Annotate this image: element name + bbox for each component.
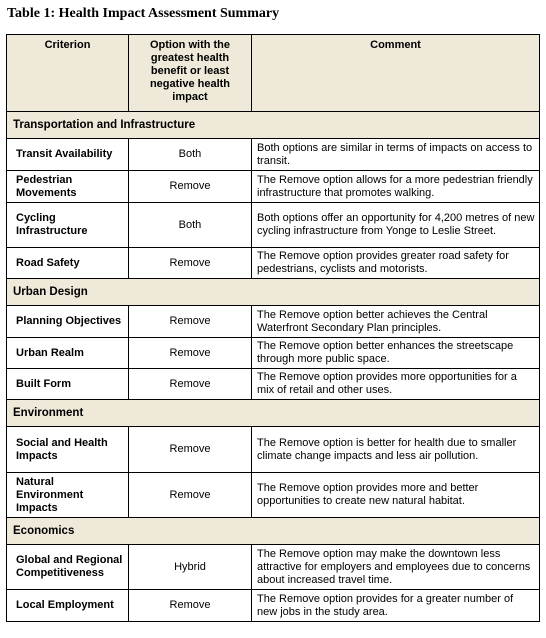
criterion-cell: Transit Availability <box>7 139 129 171</box>
section-title: Economics <box>7 518 540 545</box>
option-cell: Both <box>129 203 252 248</box>
comment-cell: Both options are similar in terms of impacts on access to transit. <box>252 139 540 171</box>
criterion-cell: Road Safety <box>7 248 129 279</box>
section-transportation <box>7 112 540 279</box>
table-row <box>7 545 540 590</box>
comment-cell: The Remove option provides greater road safety for pedestrians, cyclists and motorists. <box>252 248 540 279</box>
criterion-cell: Local Employment <box>7 590 129 622</box>
criterion-cell: Planning Objectives <box>7 306 129 338</box>
header-criterion: Criterion <box>7 35 129 112</box>
option-cell: Remove <box>129 590 252 622</box>
section-urban-design <box>7 279 540 400</box>
table-row <box>7 427 540 473</box>
comment-cell: The Remove option provides more and better opportunities to create new natural habitat. <box>252 473 540 518</box>
comment-cell: The Remove option better achieves the Central Waterfront Secondary Plan principles. <box>252 306 540 338</box>
section-row <box>7 279 540 306</box>
section-row <box>7 112 540 139</box>
section-row <box>7 518 540 545</box>
option-cell: Remove <box>129 427 252 473</box>
table-row <box>7 590 540 622</box>
criterion-cell: Built Form <box>7 369 129 400</box>
table-caption: Table 1: Health Impact Assessment Summary <box>7 6 280 21</box>
option-cell: Remove <box>129 369 252 400</box>
comment-cell: The Remove option provides for a greater number of new jobs in the study area. <box>252 590 540 622</box>
table-row <box>7 248 540 279</box>
table-row <box>7 171 540 203</box>
table-row <box>7 369 540 400</box>
section-title: Urban Design <box>7 279 540 306</box>
table-row <box>7 338 540 369</box>
section-title: Environment <box>7 400 540 427</box>
comment-cell: Both options offer an opportunity for 4,200 metres of new cycling infrastructure from Yonge to Leslie Street. <box>252 203 540 248</box>
criterion-cell: Natural Environment Impacts <box>7 473 129 518</box>
table-row <box>7 306 540 338</box>
criterion-cell: Global and Regional Competitiveness <box>7 545 129 590</box>
option-cell: Hybrid <box>129 545 252 590</box>
comment-cell: The Remove option may make the downtown less attractive for employers and employees due to concerns about increased travel time. <box>252 545 540 590</box>
section-environment <box>7 400 540 518</box>
comment-cell: The Remove option allows for a more pedestrian friendly infrastructure that promotes walking. <box>252 171 540 203</box>
option-cell: Remove <box>129 306 252 338</box>
section-title: Transportation and Infrastructure <box>7 112 540 139</box>
section-economics <box>7 518 540 622</box>
comment-cell: The Remove option better enhances the streetscape through more public space. <box>252 338 540 369</box>
criterion-cell: Urban Realm <box>7 338 129 369</box>
header-option: Option with the greatest health benefit or least negative health impact <box>129 35 252 112</box>
table-row <box>7 139 540 171</box>
table-row <box>7 473 540 518</box>
header-comment: Comment <box>252 35 540 112</box>
option-cell: Both <box>129 139 252 171</box>
criterion-cell: Cycling Infrastructure <box>7 203 129 248</box>
option-cell: Remove <box>129 473 252 518</box>
section-row <box>7 400 540 427</box>
criterion-cell: Pedestrian Movements <box>7 171 129 203</box>
option-cell: Remove <box>129 248 252 279</box>
header-row <box>7 35 540 112</box>
option-cell: Remove <box>129 338 252 369</box>
health-impact-table <box>6 34 540 622</box>
comment-cell: The Remove option is better for health due to smaller climate change impacts and less air pollution. <box>252 427 540 473</box>
criterion-cell: Social and Health Impacts <box>7 427 129 473</box>
table-row <box>7 203 540 248</box>
comment-cell: The Remove option provides more opportunities for a mix of retail and other uses. <box>252 369 540 400</box>
option-cell: Remove <box>129 171 252 203</box>
